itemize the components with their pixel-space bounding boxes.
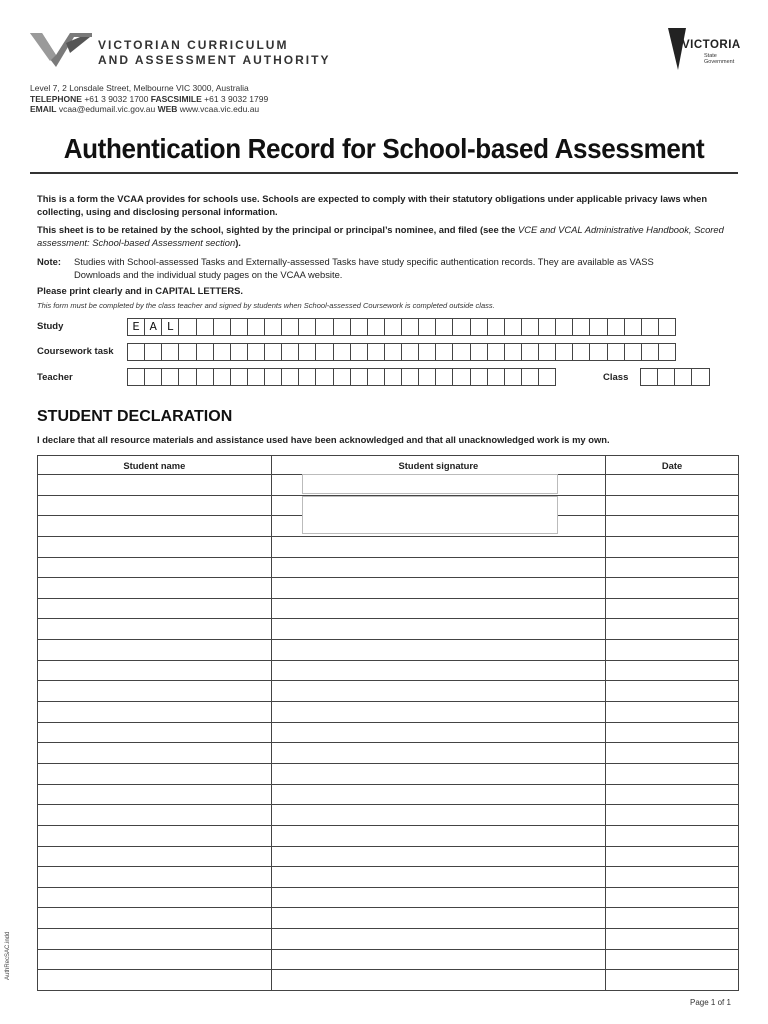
student-signature-cell[interactable] [271,743,606,764]
declaration-table [37,455,739,991]
student-signature-cell[interactable] [271,681,606,702]
note-text: Studies with School-assessed Tasks and Externally-assessed Tasks have study specific authentication records. They are available as VASS Downloads and the individual study pages on the VCAA website. [74,256,654,280]
character-box[interactable] [196,343,214,361]
character-box[interactable] [401,343,419,361]
student-name-cell[interactable] [38,970,272,991]
character-box[interactable] [658,318,676,336]
table-row [38,557,739,578]
character-box[interactable] [213,318,231,336]
table-row [38,846,739,867]
student-name-cell[interactable] [38,578,272,599]
retention-notice: This sheet is to be retained by the school, sighted by the principal or principal’s nominee, and filed (see the VCE and VCAL Administrative Handbook, Scored assessment: School-based Assessment section). [37,224,724,248]
character-box[interactable] [435,318,453,336]
student-signature-cell[interactable] [271,578,606,599]
character-box[interactable] [178,368,196,386]
logo-subtitle: State Government [704,53,735,65]
date-cell[interactable] [606,557,739,578]
student-name-cell[interactable] [38,495,272,516]
student-signature-cell[interactable] [271,784,606,805]
character-box[interactable] [161,368,179,386]
character-box[interactable] [264,318,282,336]
character-box[interactable] [281,343,299,361]
character-box[interactable] [589,343,607,361]
table-row [38,598,739,619]
date-cell[interactable] [606,475,739,496]
character-box[interactable] [333,318,351,336]
student-name-cell[interactable] [38,475,272,496]
student-name-cell[interactable] [38,598,272,619]
character-box[interactable] [315,368,333,386]
student-name-cell[interactable] [38,516,272,537]
coursework-task-label: Coursework task [37,346,114,357]
column-header-student-name: Student name [38,456,272,475]
column-header-date: Date [606,456,739,475]
character-box[interactable] [367,343,385,361]
declaration-heading: STUDENT DECLARATION [37,408,233,425]
student-signature-cell[interactable] [271,887,606,908]
character-box[interactable] [624,343,642,361]
character-box[interactable] [264,343,282,361]
table-row [38,619,739,640]
date-cell[interactable] [606,516,739,537]
character-box[interactable] [178,318,196,336]
document-code: AuthRecSAC.indd [5,931,11,980]
student-name-cell[interactable] [38,929,272,950]
student-signature-cell[interactable] [271,929,606,950]
character-box[interactable] [264,368,282,386]
character-box[interactable] [384,318,402,336]
character-box[interactable] [521,318,539,336]
student-name-cell[interactable] [38,846,272,867]
character-box[interactable] [281,318,299,336]
student-signature-cell[interactable] [271,536,606,557]
contact-address [30,83,268,115]
date-cell[interactable] [606,929,739,950]
character-box[interactable] [384,368,402,386]
table-row [38,784,739,805]
teacher-input-boxes[interactable] [128,368,556,386]
character-box[interactable] [418,368,436,386]
student-name-cell[interactable] [38,702,272,723]
student-signature-cell[interactable] [271,949,606,970]
student-signature-cell[interactable] [271,598,606,619]
student-signature-cell[interactable] [271,908,606,929]
student-signature-cell[interactable] [271,825,606,846]
character-box[interactable] [247,318,265,336]
character-box[interactable] [230,368,248,386]
student-name-cell[interactable] [38,557,272,578]
character-box[interactable] [504,343,522,361]
victoria-government-logo [668,28,748,70]
character-box[interactable] [367,368,385,386]
character-box[interactable] [452,318,470,336]
character-box[interactable] [350,318,368,336]
character-box[interactable] [333,368,351,386]
table-row [38,867,739,888]
character-box[interactable] [572,343,590,361]
table-row [38,887,739,908]
student-name-cell[interactable] [38,784,272,805]
table-row [38,702,739,723]
class-label: Class [603,372,629,383]
character-box[interactable] [658,343,676,361]
table-row [38,536,739,557]
completion-instruction: This form must be completed by the class teacher and signed by students when School-assessed Coursework is completed outside class. [37,301,495,310]
table-row [38,578,739,599]
student-signature-cell[interactable] [271,557,606,578]
table-row [38,681,739,702]
student-name-cell[interactable] [38,805,272,826]
character-box[interactable] [487,343,505,361]
table-row [38,949,739,970]
character-box[interactable] [641,343,659,361]
print-instruction: Please print clearly and in CAPITAL LETTERS. [37,285,243,296]
org-name-line1: VICTORIAN CURRICULUM [98,38,289,52]
character-box[interactable] [657,368,675,386]
class-input-boxes[interactable] [641,368,710,386]
character-box[interactable] [452,343,470,361]
student-name-cell[interactable] [38,743,272,764]
table-row [38,825,739,846]
table-row [38,805,739,826]
character-box[interactable] [470,368,488,386]
character-box[interactable] [504,368,522,386]
teacher-label: Teacher [37,372,73,383]
character-box[interactable] [555,343,573,361]
table-row [38,660,739,681]
character-box[interactable]: L [161,318,179,336]
date-cell[interactable] [606,887,739,908]
declaration-table-body [38,475,739,991]
student-signature-cell[interactable] [271,702,606,723]
coursework-task-input-boxes[interactable] [128,343,676,361]
study-label: Study [37,321,64,332]
character-box[interactable] [691,368,709,386]
note-label: Note: [37,256,61,267]
student-signature-cell[interactable] [271,805,606,826]
character-box[interactable] [572,318,590,336]
student-signature-cell[interactable] [271,970,606,991]
vcaa-logo-icon [30,33,92,67]
date-cell[interactable] [606,784,739,805]
character-box[interactable] [230,318,248,336]
character-box[interactable] [640,368,658,386]
character-box[interactable] [127,368,145,386]
date-cell[interactable] [606,722,739,743]
student-name-cell[interactable] [38,887,272,908]
org-name [98,38,330,68]
character-box[interactable] [161,343,179,361]
character-box[interactable] [589,318,607,336]
date-cell[interactable] [606,805,739,826]
character-box[interactable] [298,343,316,361]
date-cell[interactable] [606,949,739,970]
student-signature-cell[interactable] [271,640,606,661]
date-cell[interactable] [606,619,739,640]
student-name-cell[interactable] [38,722,272,743]
student-name-cell[interactable] [38,619,272,640]
student-name-cell[interactable] [38,867,272,888]
character-box[interactable] [196,318,214,336]
table-row [38,908,739,929]
character-box[interactable] [487,318,505,336]
character-box[interactable] [384,343,402,361]
character-box[interactable] [435,343,453,361]
study-input-boxes[interactable] [128,318,676,336]
character-box[interactable] [624,318,642,336]
student-signature-cell[interactable] [271,867,606,888]
character-box[interactable] [315,318,333,336]
character-box[interactable] [674,368,692,386]
character-box[interactable] [298,318,316,336]
character-box[interactable] [230,343,248,361]
character-box[interactable] [350,368,368,386]
student-name-cell[interactable] [38,660,272,681]
page-number: Page 1 of 1 [690,998,731,1007]
character-box[interactable]: A [144,318,162,336]
character-box[interactable] [470,343,488,361]
date-cell[interactable] [606,702,739,723]
character-box[interactable] [247,343,265,361]
date-cell[interactable] [606,578,739,599]
character-box[interactable] [538,318,556,336]
character-box[interactable] [196,368,214,386]
student-name-cell[interactable] [38,949,272,970]
declaration-text: I declare that all resource materials and assistance used have been acknowledged and that all unacknowledged work is my own. [37,434,610,445]
date-cell[interactable] [606,681,739,702]
character-box[interactable] [401,368,419,386]
table-row [38,763,739,784]
character-box[interactable] [350,343,368,361]
character-box[interactable] [607,318,625,336]
character-box[interactable] [487,368,505,386]
date-cell[interactable] [606,763,739,784]
logo-word: VICTORIA [682,39,741,51]
table-row [38,722,739,743]
character-box[interactable] [641,318,659,336]
character-box[interactable] [504,318,522,336]
student-name-cell[interactable] [38,908,272,929]
character-box[interactable] [144,368,162,386]
character-box[interactable] [315,343,333,361]
character-box[interactable] [452,368,470,386]
character-box[interactable] [521,368,539,386]
title-divider [30,172,738,174]
table-row [38,640,739,661]
date-cell[interactable] [606,640,739,661]
character-box[interactable]: E [127,318,145,336]
date-cell[interactable] [606,598,739,619]
date-cell[interactable] [606,825,739,846]
student-name-cell[interactable] [38,681,272,702]
character-box[interactable] [418,318,436,336]
date-cell[interactable] [606,908,739,929]
character-box[interactable] [470,318,488,336]
table-row [38,970,739,991]
date-cell[interactable] [606,495,739,516]
character-box[interactable] [281,368,299,386]
character-box[interactable] [538,368,556,386]
character-box[interactable] [418,343,436,361]
table-header-row [38,456,739,475]
character-box[interactable] [607,343,625,361]
date-cell[interactable] [606,660,739,681]
character-box[interactable] [401,318,419,336]
student-signature-cell[interactable] [271,619,606,640]
student-signature-cell[interactable] [271,763,606,784]
character-box[interactable] [333,343,351,361]
column-header-student-signature: Student signature [271,456,606,475]
email-web-line: EMAIL vcaa@edumail.vic.gov.au WEB www.vcaa.vic.edu.au [30,104,260,114]
table-row [38,929,739,950]
student-signature-cell[interactable] [271,846,606,867]
student-name-cell[interactable] [38,825,272,846]
character-box[interactable] [555,318,573,336]
character-box[interactable] [213,368,231,386]
character-box[interactable] [213,343,231,361]
student-name-cell[interactable] [38,536,272,557]
date-cell[interactable] [606,846,739,867]
phone-line: TELEPHONE +61 3 9032 1700 FASCSIMILE +61 3 9032 1799 [30,93,269,104]
org-name-line2: AND ASSESSMENT AUTHORITY [98,53,331,67]
date-cell[interactable] [606,970,739,991]
character-box[interactable] [435,368,453,386]
address-line: Level 7, 2 Lonsdale Street, Melbourne VIC 3000, Australia [30,83,249,93]
character-box[interactable] [127,343,145,361]
character-box[interactable] [298,368,316,386]
privacy-notice: This is a form the VCAA provides for schools use. Schools are expected to comply with their statutory obligations under applicable privacy laws when collecting, using and disclosing personal information. [37,193,708,217]
student-signature-cell[interactable] [271,660,606,681]
date-cell[interactable] [606,536,739,557]
character-box[interactable] [178,343,196,361]
student-signature-cell[interactable] [271,722,606,743]
table-row [38,743,739,764]
date-cell[interactable] [606,867,739,888]
date-cell[interactable] [606,743,739,764]
character-box[interactable] [247,368,265,386]
character-box[interactable] [521,343,539,361]
signature-field-box[interactable] [302,496,558,534]
character-box[interactable] [144,343,162,361]
page-title: Authentication Record for School-based Assessment [63,133,705,164]
student-name-cell[interactable] [38,763,272,784]
student-name-cell[interactable] [38,640,272,661]
character-box[interactable] [538,343,556,361]
signature-field-box[interactable] [302,474,558,494]
character-box[interactable] [367,318,385,336]
